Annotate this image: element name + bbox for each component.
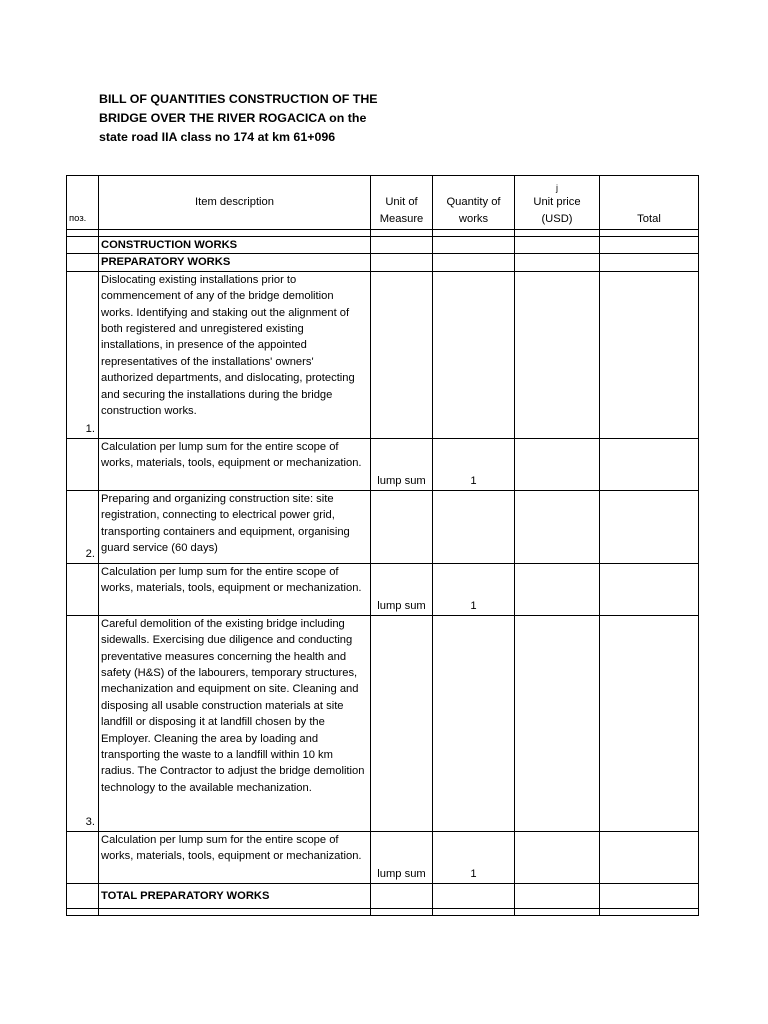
item-unit-price [515,563,600,615]
item-unit-price [515,438,600,490]
table-header-row [67,176,699,230]
item-quantity: 1 [433,563,515,615]
item-calculation: Calculation per lump sum for the entire scope of works, materials, tools, equipment or mechanization. [99,438,371,490]
header-unit-price: j Unit price (USD) [515,176,600,230]
header-description: Item description [99,176,371,230]
item-quantity: 1 [433,831,515,883]
table-row [67,438,699,490]
table-row [67,831,699,883]
item-position: 3. [67,615,99,831]
item-total [600,438,699,490]
table-row [67,490,699,563]
section-construction-works: CONSTRUCTION WORKS [99,237,371,254]
item-description: Dislocating existing installations prior to commencement of any of the bridge demolition works. Identifying and staking out the alignment of both registered and unregistered existing installations, in presence of the appointed representatives of the installations' owners' authorized departments, and dislocating, protecting and securing the installations during the bridge construction works. [99,271,371,438]
table-row [67,563,699,615]
item-position: 1. [67,271,99,438]
total-preparatory-label: TOTAL PREPARATORY WORKS [99,883,371,908]
table-row [67,615,699,831]
header-total: Total [600,176,699,230]
header-quantity: Quantity of works [433,176,515,230]
item-unit-price [515,831,600,883]
spacer-row [67,908,699,915]
header-position: поз. [67,176,99,230]
document-title [99,90,399,147]
item-unit: lump sum [371,563,433,615]
title-line-2: BRIDGE OVER THE RIVER ROGACICA on the [99,111,367,125]
title-line-3: state road IIA class no 174 at km 61+096 [99,130,336,144]
item-total [600,831,699,883]
item-description: Careful demolition of the existing bridge including sidewalls. Exercising due diligence and conducting preventative measures concerning the health and safety (H&S) of the labourers, temporary structures, mechanization and equipment on site. Cleaning and disposing all usable construction materials at site landfill or disposing it at landfill chosen by the Employer. Cleaning the area by loading and transporting the waste to a landfill within 10 km radius. The Contractor to adjust the bridge demolition technology to the available mechanization. [99,615,371,831]
total-row [67,883,699,908]
section-preparatory-works: PREPARATORY WORKS [99,254,371,271]
bill-of-quantities-table [66,175,699,916]
section-row-construction [67,237,699,254]
table-row [67,271,699,438]
spacer-row [67,230,699,237]
header-unit: Unit of Measure [371,176,433,230]
item-calculation: Calculation per lump sum for the entire scope of works, materials, tools, equipment or mechanization. [99,831,371,883]
item-description: Preparing and organizing construction site: site registration, connecting to electrical power grid, transporting containers and equipment, organising guard service (60 days) [99,490,371,563]
item-unit: lump sum [371,831,433,883]
item-unit: lump sum [371,438,433,490]
item-position: 2. [67,490,99,563]
title-line-1: BILL OF QUANTITIES CONSTRUCTION OF THE [99,92,378,106]
item-quantity: 1 [433,438,515,490]
item-total [600,563,699,615]
section-row-preparatory [67,254,699,271]
total-preparatory-value [600,883,699,908]
item-calculation: Calculation per lump sum for the entire scope of works, materials, tools, equipment or mechanization. [99,563,371,615]
